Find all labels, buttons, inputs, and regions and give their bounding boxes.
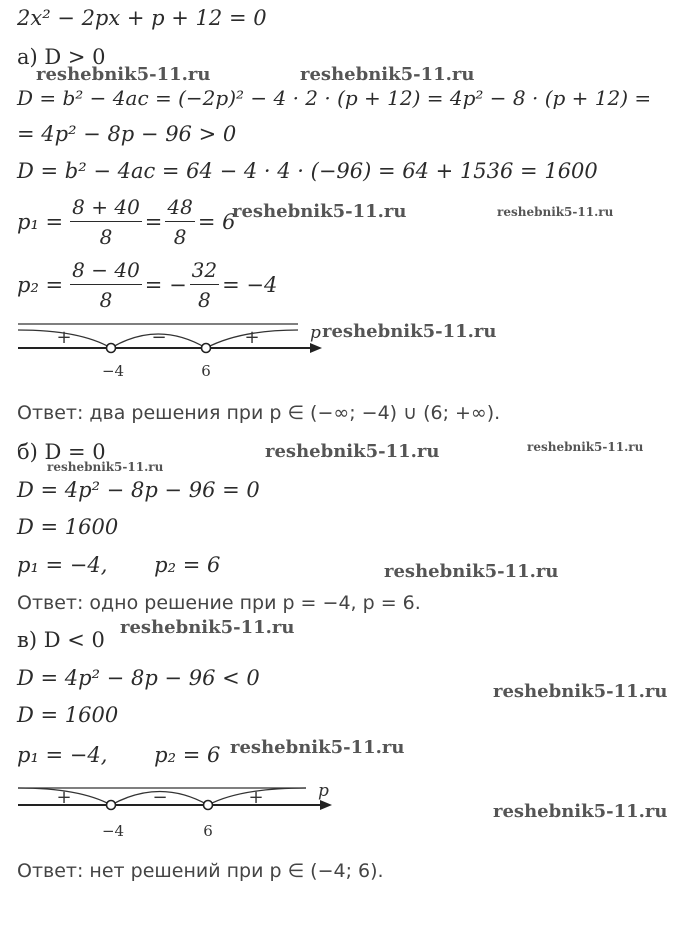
part-a-root1 <box>17 195 236 249</box>
number-line-a <box>0 314 330 384</box>
part-b-line1: D = 4p² − 8p − 96 = 0 <box>17 478 260 502</box>
sign-a-1: + <box>56 327 72 348</box>
point-c-1 <box>107 801 116 810</box>
root1-fraction1 <box>70 195 142 249</box>
part-c-answer: Ответ: нет решений при p ∈ (−4; 6). <box>17 860 384 882</box>
watermark: reshebnik5-11.ru <box>493 801 668 822</box>
part-c-line1: D = 4p² − 8p − 96 < 0 <box>17 666 260 690</box>
part-c-heading: в) D < 0 <box>17 628 105 652</box>
sign-c-3: + <box>248 787 264 808</box>
part-b-roots: p₁ = −4, p₂ = 6 <box>17 553 221 577</box>
root2-fraction2 <box>190 258 219 312</box>
root1-denominator1: 8 <box>99 225 113 249</box>
var-c: p <box>318 781 329 801</box>
root1-numerator1: 8 + 40 <box>70 195 142 222</box>
number-line-a-arrow <box>310 343 322 353</box>
equation: 2x² − 2px + p + 12 = 0 <box>17 6 267 30</box>
part-a-heading: а) D > 0 <box>17 45 106 69</box>
part-c-roots: p₁ = −4, p₂ = 6 <box>17 743 221 767</box>
part-a-answer: Ответ: два решения при p ∈ (−∞; −4) ∪ (6; +∞). <box>17 402 501 424</box>
part-a-root2 <box>17 258 277 312</box>
root1-fraction2 <box>165 195 194 249</box>
watermark: reshebnik5-11.ru <box>232 201 407 222</box>
root2-denominator1: 8 <box>99 288 113 312</box>
point-c-2 <box>204 801 213 810</box>
root1-lhs: p₁ = <box>17 210 64 234</box>
watermark: reshebnik5-11.ru <box>300 64 475 85</box>
watermark: reshebnik5-11.ru <box>47 460 164 474</box>
root2-fraction1 <box>70 258 142 312</box>
sign-a-3: + <box>244 327 260 348</box>
point-a-2 <box>202 344 211 353</box>
label-a-1: −4 <box>101 362 125 380</box>
part-b-heading: б) D = 0 <box>17 440 106 464</box>
label-c-1: −4 <box>101 822 125 840</box>
sign-a-2: − <box>151 327 167 348</box>
root1-tail: = 6 <box>197 210 236 234</box>
part-c-line2: D = 1600 <box>17 703 119 727</box>
root2-numerator2: 32 <box>190 258 219 285</box>
watermark: reshebnik5-11.ru <box>493 681 668 702</box>
watermark: reshebnik5-11.ru <box>527 440 644 454</box>
watermark: reshebnik5-11.ru <box>322 321 497 342</box>
label-c-2: 6 <box>203 822 213 840</box>
var-a: p <box>310 323 321 343</box>
root2-tail: = −4 <box>222 273 278 297</box>
root2-numerator1: 8 − 40 <box>70 258 142 285</box>
root2-denominator2: 8 <box>198 288 211 312</box>
watermark: reshebnik5-11.ru <box>230 737 405 758</box>
watermark: reshebnik5-11.ru <box>265 441 440 462</box>
label-a-2: 6 <box>201 362 211 380</box>
root1-denominator2: 8 <box>173 225 187 249</box>
watermark: reshebnik5-11.ru <box>36 64 211 85</box>
part-a-d-line2: = 4p² − 8p − 96 > 0 <box>17 122 237 146</box>
root1-eq: = <box>144 210 163 234</box>
point-a-1 <box>107 344 116 353</box>
root1-numerator2: 48 <box>165 195 194 222</box>
part-b-line2: D = 1600 <box>17 515 119 539</box>
part-a-d-line3: D = b² − 4ac = 64 − 4 · 4 · (−96) = 64 + 1536 = 1600 <box>17 159 598 183</box>
watermark: reshebnik5-11.ru <box>497 205 614 219</box>
sign-c-1: + <box>56 787 72 808</box>
watermark: reshebnik5-11.ru <box>384 561 559 582</box>
root2-eq: = − <box>144 273 187 297</box>
root2-lhs: p₂ = <box>17 273 64 297</box>
part-b-answer: Ответ: одно решение при p = −4, p = 6. <box>17 592 421 614</box>
number-line-c-arrow <box>320 800 332 810</box>
sign-c-2: − <box>152 787 168 808</box>
part-a-d-line1: D = b² − 4ac = (−2p)² − 4 · 2 · (p + 12) = 4p² − 8 · (p + 12) = <box>17 86 652 110</box>
number-line-c <box>0 778 340 848</box>
watermark: reshebnik5-11.ru <box>120 617 295 638</box>
